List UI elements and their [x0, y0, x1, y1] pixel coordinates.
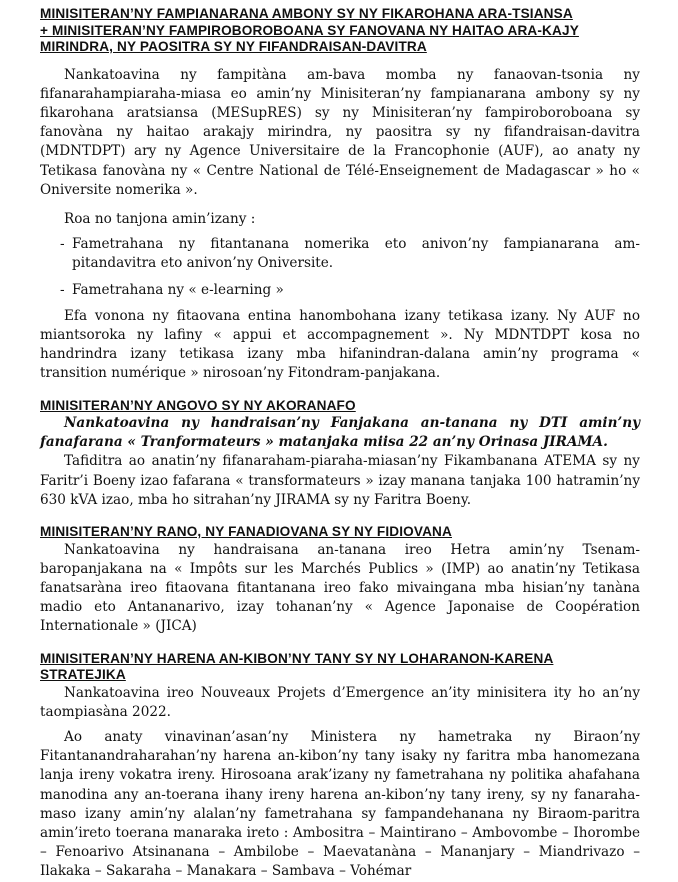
list-item: - Fametrahana ny « e-learning » [40, 281, 640, 300]
section-title [40, 651, 640, 684]
paragraph: Nankatoavina ny fampitàna am-bava momba ny fanaovan-tsonia ny fifanarahampiaraha-miasa eo amin’ny Minisiteran’ny fampianarana ambony sy ny fikarohana aratsiansa (MESupRES) sy ny Minisiteran’ny fampiroboroboana sy fanovàna ny haitao arakajy mirindra, ny paositra sy ny fifandraisan-davitra (MDNTDPT) ary ny Agence Universitaire de la Francophonie (AUF), ao anaty ny Tetikasa fanovàna ny « Centre National de Télé-Enseignement de Madagascar » ho « Oniversite nomerika ». [40, 66, 640, 198]
section-title-line: + MINISITERAN’NY FAMPIROBOROBOANA SY FANOVANA NY HAITAO ARA-KAJY [40, 22, 579, 38]
section-energy [40, 398, 640, 511]
document-page [40, 6, 640, 882]
paragraph: Tafiditra ao anatin’ny fifanaraham-piaraha-miasan’ny Fikambanana ATEMA sy ny Faritr’i Boeny izao fafarana « transformateurs » izay manana tanjaka 100 hatramin’ny 630 kVA izao, mba ho sitrahan’ny JIRAMA sy ny Faritra Boeny. [40, 453, 640, 508]
section-title-line: MINISITERAN’NY FAMPIANARANA AMBONY SY NY FIKAROHANA ARA-TSIANSA [40, 6, 573, 21]
paragraph-intro: Roa no tanjona amin’izany : [64, 210, 256, 227]
section-title-line: MIRINDRA, NY PAOSITRA SY NY FIFANDRAISAN-DAVITRA [40, 39, 427, 54]
section-title [40, 6, 640, 56]
section-title: MINISITERAN’NY RANO, NY FANADIOVANA SY NY FIDIOVANA [40, 524, 452, 540]
section-title: MINISITERAN’NY ANGOVO SY NY AKORANAFO [40, 397, 356, 413]
section-title-line: STRATEJIKA [40, 667, 126, 683]
paragraph: Nankatoavina ireo Nouveaux Projets d’Emergence an’ity minisitera ity ho an’ny taompiasàna 2022. [40, 684, 640, 720]
paragraph: Ao anaty vinavinan’asan’ny Ministera ny hametraka ny Biraon’ny Fitantanandraharahan’ny harena an-kibon’ny tany isaky ny faritra mba hanomezana lanja ireny vokatra ireny. Hirosoana arak’izany ny fametrahana ny politika ahafahana manodina any an-toerana ihany ireny harena an-kibon’ny tany ireny, sy ny fanaraha-maso izany amin’ny alalan’ny fametrahana sy fampandehanana ny Biraom-paritra amin’ireto toerana manaraka ireto : Ambositra – Maintirano – Ambovombe – Ihorombe – Fenoarivo Atsinanana – Ambilobe – Maevatanàna – Mananjary – Miandrivazo – Ilakaka – Sakaraha – Manakara – Sambava – Vohémar [40, 728, 640, 880]
section-title-line: MINISITERAN’NY HARENA AN-KIBON’NY TANY SY NY LOHARANON-KARENA [40, 650, 554, 666]
paragraph: Efa vonona ny fitaovana entina hanombohana izany tetikasa izany. Ny AUF no miantsoroka ny lafiny « appui et accompagnement ». Ny MDNTDPT kosa no handrindra izany tetikasa izany mba hifanindran-dalana amin’ny programa « transition numérique » nirosoan’ny Fitondram-panjakana. [40, 307, 640, 382]
section-higher-education [40, 6, 640, 384]
paragraph: Nankatoavina ny handraisana an-tanana ireo Hetra amin’ny Tsenam-baropanjakana na « Impôts sur les Marchés Publics » (IMP) ao anatin’ny Tetikasa fanatsaràna ireo fitaovana fitantanana ireo fako mivaingana mba hisian’ny tanàna madio eto Antananarivo, izay tohanan’ny « Agence Japonaise de Coopération Internationale » (JICA) [40, 541, 640, 635]
list-item: - Fametrahana ny fitantanana nomerika eto anivon’ny fampianarana am-pitandavitra eto anivon’ny Oniversite. [40, 235, 640, 273]
section-mining [40, 651, 640, 882]
section-subtitle: Nankatoavina ny handraisan’ny Fanjakana an-tanana ny DTI amin’ny fanafarana « Tranformateurs » matanjaka miisa 22 an’ny Orinasa JIRAMA. [40, 415, 640, 451]
section-water [40, 524, 640, 637]
bullet-list [40, 235, 640, 300]
